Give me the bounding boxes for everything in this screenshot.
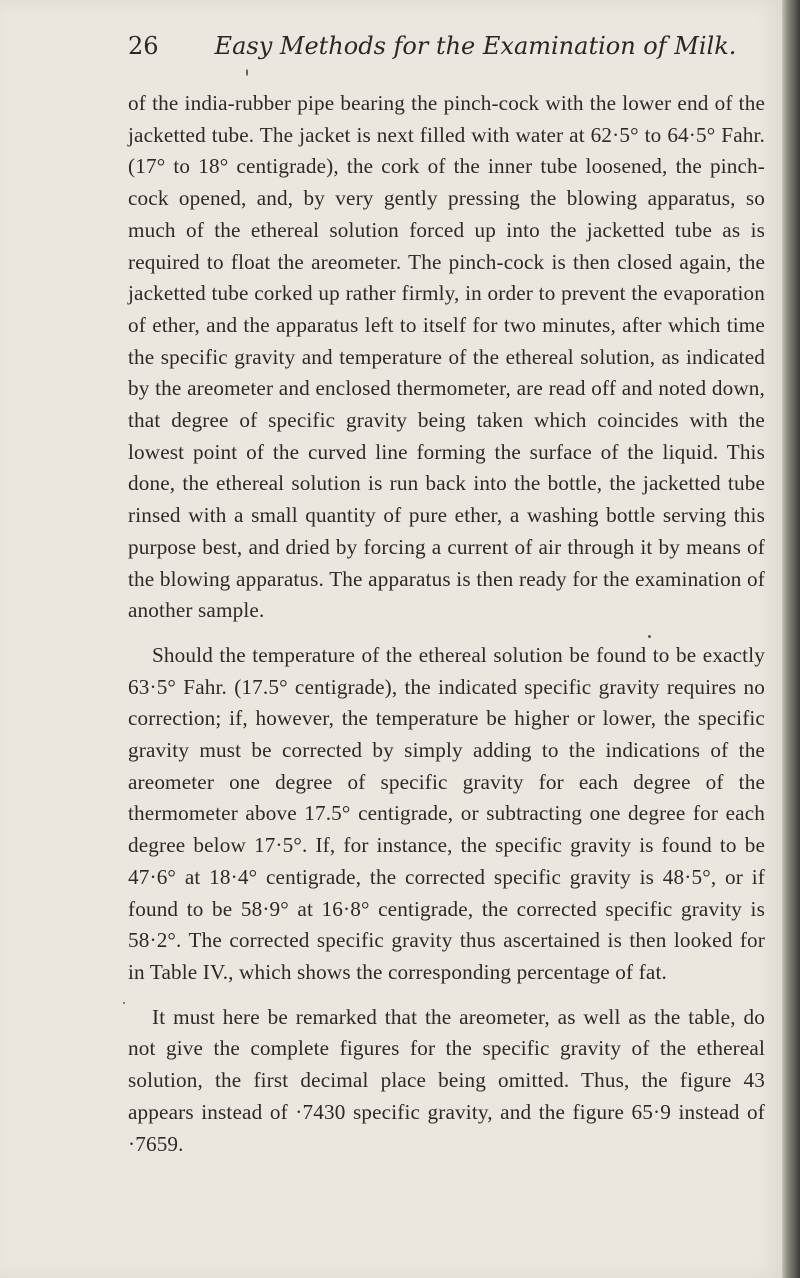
ink-speck-mark [648, 635, 651, 638]
page-edge [782, 0, 800, 1278]
page-body [128, 88, 765, 1160]
ink-speck-mark [123, 1002, 125, 1004]
paragraph-1: of the india-rubber pipe bearing the pinch-cock with the lower end of the jacketted tube. The jacket is next filled with water at 62·5° to 64·5° Fahr. (17° to 18° centigrade), the cork of the inner tube loosened, the pinch-cock opened, and, by very gently pressing the blowing apparatus, so much of the ethereal solution forced up into the jacketted tube as is required to float the areometer. The pinch-cock is then closed again, the jacketted tube corked up rather firmly, in order to prevent the evaporation of ether, and the apparatus left to itself for two minutes, after which time the specific gravity and temperature of the ethereal solution, as indicated by the areometer and enclosed thermometer, are read off and noted down, that degree of specific gravity being taken which coincides with the lowest point of the curved line forming the surface of the liquid. This done, the ethereal solution is run back into the bottle, the jacketted tube rinsed with a small quantity of pure ether, a washing bottle serving this purpose best, and dried by forcing a current of air through it by means of the blowing apparatus. The apparatus is then ready for the examination of another sample. [128, 91, 765, 623]
running-head: Easy Methods for the Examination of Milk. [214, 32, 737, 60]
paragraph-3: It must here be remarked that the areometer, as well as the table, do not give the complete figures for the specific gravity of the ethereal solution, the first decimal place being omitted. Thus, the figure 43 appears instead of ·7430 specific gravity, and the figure 65·9 instead of ·7659. [128, 1004, 765, 1156]
page-number: 26 [128, 32, 159, 60]
page-header [128, 34, 778, 74]
paragraph-2: Should the temperature of the ethereal solution be found to be exactly 63·5° Fahr. (17.5° centigrade), the indicated specific gravity requires no correction; if, however, the temperature be higher or lower, the specific gravity must be corrected by simply adding to the indications of the areometer one degree of specific gravity for each degree of the thermometer above 17.5° centigrade, or subtracting one degree for each degree below 17·5°. If, for instance, the specific gravity is found to be 47·6° at 18·4° centigrade, the corrected specific gravity is 48·5°, or if found to be 58·9° at 16·8° centigrade, the corrected specific gravity is 58·2°. The corrected specific gravity thus ascertained is then looked for in Table IV., which shows the corresponding percentage of fat. [128, 642, 765, 984]
ink-speck-mark [246, 69, 248, 76]
